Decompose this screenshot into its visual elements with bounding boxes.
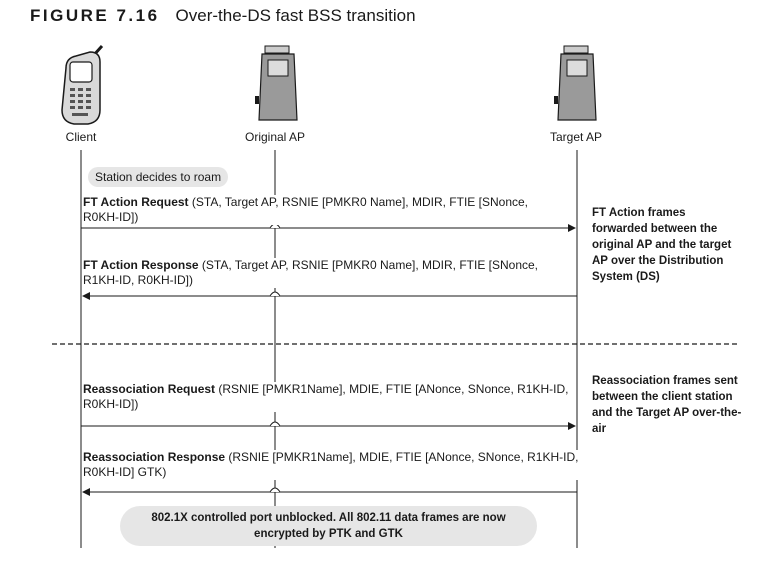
- message-detail-cont: R0KH-ID]): [83, 397, 139, 411]
- original-ap-label: Original AP: [244, 130, 306, 144]
- message-title: Reassociation Response: [83, 450, 226, 464]
- mobile-phone-icon: [62, 46, 102, 124]
- ds-frames-note: FT Action frames forwarded between the original AP and the target AP over the Distribution System (DS): [592, 207, 732, 283]
- station-roam-note: Station decides to roam: [88, 167, 228, 187]
- message-detail-cont: R0KH-ID]): [83, 210, 139, 224]
- reassociation-request-label: [83, 382, 570, 412]
- message-title: FT Action Response: [83, 258, 199, 272]
- air-frames-note: Reassociation frames sent between the client station and the Target AP over-the-air: [592, 375, 742, 435]
- message-detail: (STA, Target AP, RSNIE [PMKR0 Name], MDIR, FTIE [SNonce,: [198, 258, 539, 272]
- target-ap-icon: [554, 46, 596, 120]
- original-ap-icon: [255, 46, 297, 120]
- figure-label: FIGURE 7.16: [30, 6, 160, 25]
- figure-caption: Over-the-DS fast BSS transition: [175, 6, 416, 25]
- message-detail: (RSNIE [PMKR1Name], MDIE, FTIE [ANonce, SNonce, R1KH-ID,: [225, 450, 579, 464]
- ft-action-response-label: [83, 258, 540, 288]
- message-title: FT Action Request: [83, 195, 189, 209]
- port-unblocked-note: 802.1X controlled port unblocked. All 802.11 data frames are now encrypted by PTK and GTK: [120, 506, 537, 546]
- ft-action-request-label: [83, 195, 530, 225]
- client-label: Client: [65, 130, 97, 144]
- reassociation-response-label: [83, 450, 580, 480]
- message-detail-cont: R1KH-ID, R0KH-ID]): [83, 273, 194, 287]
- message-detail: (STA, Target AP, RSNIE [PMKR0 Name], MDIR, FTIE [SNonce,: [188, 195, 528, 209]
- target-ap-label: Target AP: [549, 130, 603, 144]
- message-detail: (RSNIE [PMKR1Name], MDIE, FTIE [ANonce, SNonce, R1KH-ID,: [215, 382, 569, 396]
- message-title: Reassociation Request: [83, 382, 216, 396]
- message-detail-cont: R0KH-ID] GTK): [83, 465, 167, 479]
